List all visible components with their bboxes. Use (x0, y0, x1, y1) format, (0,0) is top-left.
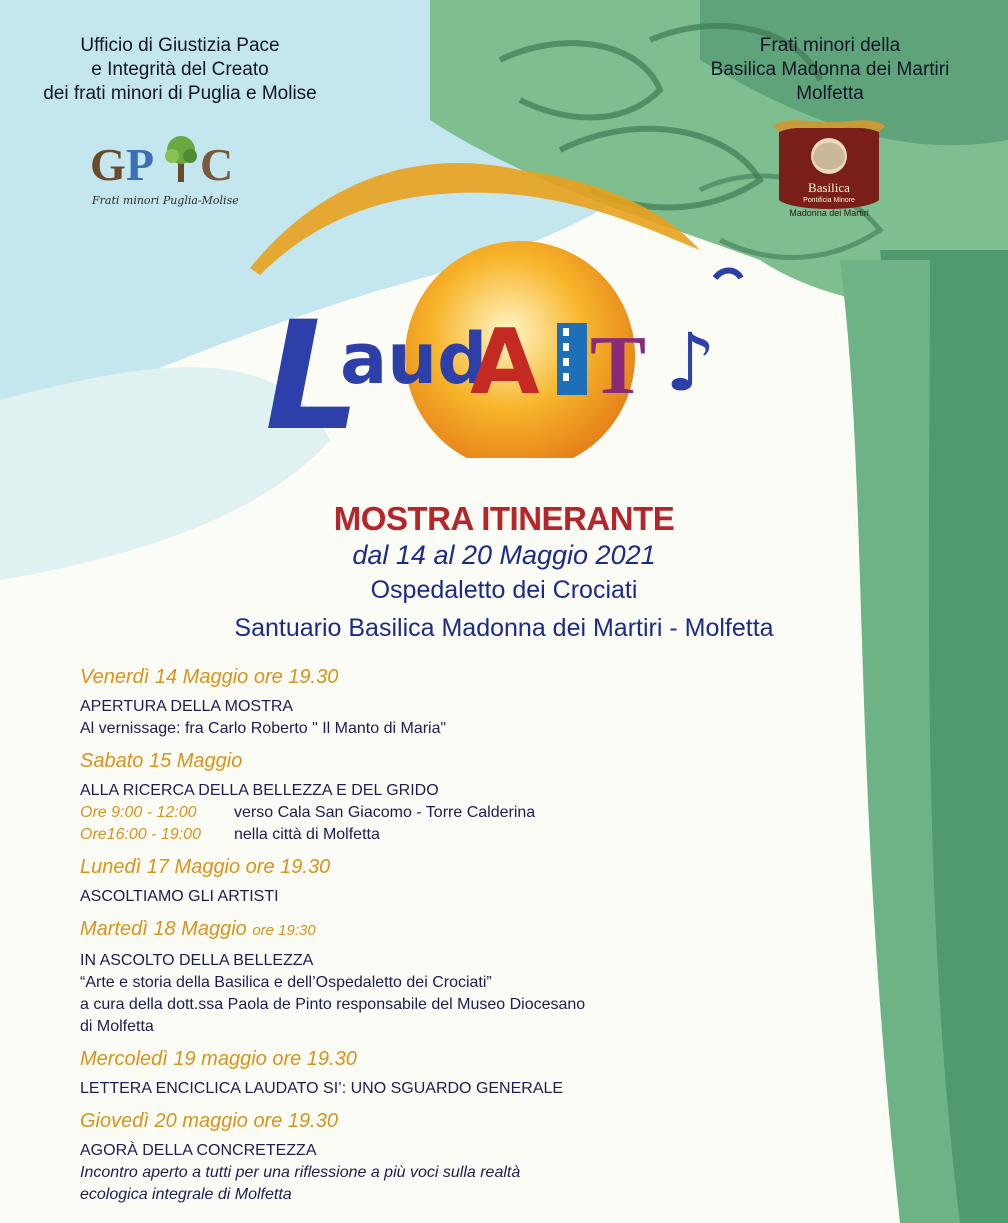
tree-icon (165, 136, 197, 182)
logo-text-aud: aud (340, 318, 488, 400)
day-2-date: Sabato 15 Maggio (80, 750, 243, 772)
logo-letter-a: A (470, 310, 540, 415)
day-3-date: Lunedì 17 Maggio ore 19.30 (80, 856, 331, 878)
day-2-slot-2-time: Ore16:00 - 19:00 (80, 826, 201, 843)
organizer-right-line-1: Frati minori della (759, 35, 901, 56)
organizer-left-line-1: Ufficio di Giustizia Pace (80, 35, 280, 56)
svg-text:P: P (126, 139, 155, 190)
day-4-date (80, 916, 780, 944)
day-2-slot-1 (80, 802, 780, 824)
day-2-slot-1-desc: verso Cala San Giacomo - Torre Calderina (234, 804, 536, 821)
day-6-title: AGORÀ DELLA CONCRETEZZA (80, 1142, 317, 1159)
day-2-slot-1-time: Ore 9:00 - 12:00 (80, 804, 197, 821)
organizer-left-line-2: e Integrità del Creato (91, 59, 269, 80)
organizer-right (650, 34, 1008, 106)
laudarti-logo (245, 128, 765, 458)
day-4-curator-cont: di Molfetta (80, 1018, 154, 1035)
event-venue: Ospedaletto dei Crociati (370, 576, 638, 604)
event-title: MOSTRA ITINERANTE (333, 500, 675, 537)
day-4-curator: a cura della dott.ssa Paola de Pinto responsabile del Museo Diocesano (80, 996, 586, 1013)
film-strip-icon (557, 323, 587, 395)
day-5-title: LETTERA ENCICLICA LAUDATO SI’: UNO SGUARDO GENERALE (80, 1080, 564, 1097)
day-1-title: APERTURA DELLA MOSTRA (80, 698, 294, 715)
day-1-detail: Al vernissage: fra Carlo Roberto " Il Manto di Maria" (80, 720, 447, 737)
day-2-title: ALLA RICERCA DELLA BELLEZZA E DEL GRIDO (80, 782, 439, 799)
day-6-detail: Incontro aperto a tutti per una riflessione a più voci sulla realtà (80, 1164, 521, 1181)
event-location: Santuario Basilica Madonna dei Martiri - Molfetta (234, 614, 774, 642)
day-3-title: ASCOLTIAMO GLI ARTISTI (80, 888, 279, 905)
day-4-date-main: Martedì 18 Maggio (80, 918, 247, 940)
basilica-logo-subtitle: Pontificia Minore (803, 197, 855, 204)
music-note-i-icon: ♪ (665, 316, 717, 409)
program-schedule (80, 662, 780, 1206)
day-4-date-time: ore 19:30 (252, 922, 316, 939)
organizer-right-line-3: Molfetta (796, 83, 864, 104)
day-5-date: Mercoledì 19 maggio ore 19.30 (80, 1048, 357, 1070)
day-4-title: IN ASCOLTO DELLA BELLEZZA (80, 952, 314, 969)
logo-letter-l: L (265, 290, 361, 458)
basilica-logo-title: Basilica (808, 180, 850, 195)
day-6-date: Giovedì 20 maggio ore 19.30 (80, 1110, 338, 1132)
day-1-date: Venerdì 14 Maggio ore 19.30 (80, 666, 339, 688)
organizer-left (0, 34, 360, 106)
day-6-detail-cont: ecologica integrale di Molfetta (80, 1186, 292, 1203)
basilica-logo-name: Madonna dei Martiri (789, 208, 869, 218)
day-2-slot-2 (80, 824, 780, 846)
svg-text:G: G (90, 139, 126, 190)
day-4-subtitle: “Arte e storia della Basilica e dell’Ospedaletto dei Crociati” (80, 974, 492, 991)
organizer-right-line-2: Basilica Madonna dei Martiri (710, 59, 950, 80)
basilica-logo (765, 116, 893, 226)
gpic-caption: Frati minori Puglia-Molise (92, 194, 239, 207)
day-2-slot-2-desc: nella città di Molfetta (234, 826, 380, 843)
event-dates: dal 14 al 20 Maggio 2021 (352, 540, 656, 570)
svg-text:C: C (200, 139, 234, 190)
organizer-left-line-3: dei frati minori di Puglia e Molise (43, 83, 317, 104)
logo-letter-t: T (590, 319, 647, 412)
